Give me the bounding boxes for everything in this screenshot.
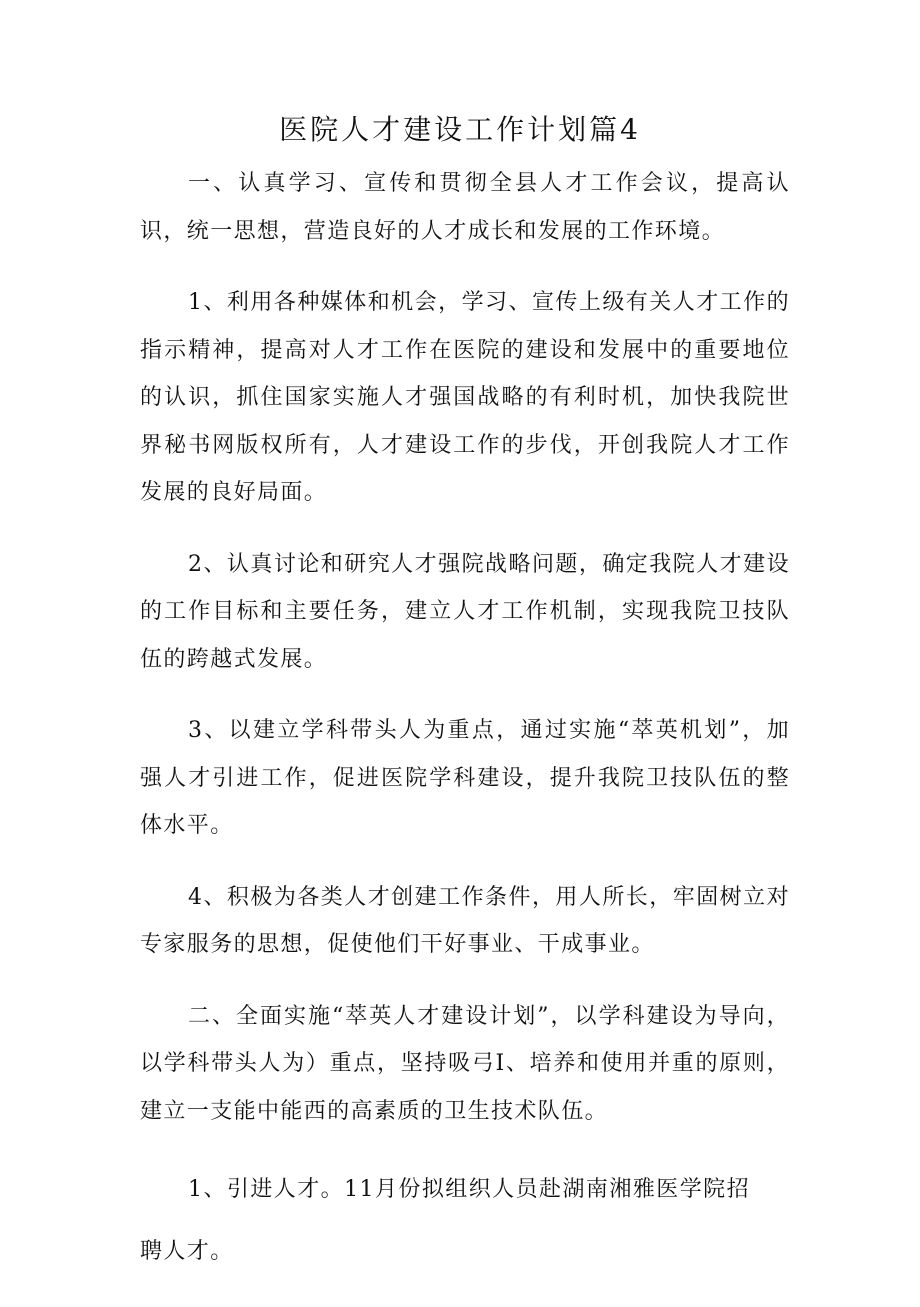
paragraph-item-5: 1、引进人才。11月份拟组织人员赴湖南湘雅医学院招聘人才。 xyxy=(140,1177,750,1264)
paragraph-item-1: 1、利用各种媒体和机会，学习、宣传上级有关人才工作的指示精神，提高对人才工作在医院的建设和发展中的重要地位的认识，抓住国家实施人才强国战略的有利时机，加快我院世界秘书网版权所有，人才建设工作的步伐，开创我院人才工作发展的良好局面。 xyxy=(140,290,790,505)
document-body xyxy=(140,160,790,1307)
paragraph-section-2: 二、全面实施“萃英人才建设计划”，以学科建设为导向，以学科带头人为）重点，坚持吸弓I、培养和使用并重的原则，建立一支能中能西的高素质的卫生技术队伍。 xyxy=(140,1003,790,1124)
paragraph-item-3: 3、以建立学科带头人为重点，通过实施“萃英机划”，加强人才引进工作，促进医院学科建设，提升我院卫技队伍的整体水平。 xyxy=(140,718,790,838)
paragraph-item-4: 4、积极为各类人才创建工作条件，用人所长，牢固树立对专家服务的思想，促使他们干好事业、干成事业。 xyxy=(140,884,790,957)
document-title: 医院人才建设工作计划篇4 xyxy=(279,113,641,146)
paragraph-section-1: 一、认真学习、宣传和贯彻全县人才工作会议，提高认识，统一思想，营造良好的人才成长和发展的工作环境。 xyxy=(140,171,790,244)
paragraph-item-2: 2、认真讨论和研究人才强院战略问题，确定我院人才建设的工作目标和主要任务，建立人才工作机制，实现我院卫技队伍的跨越式发展。 xyxy=(140,551,790,672)
